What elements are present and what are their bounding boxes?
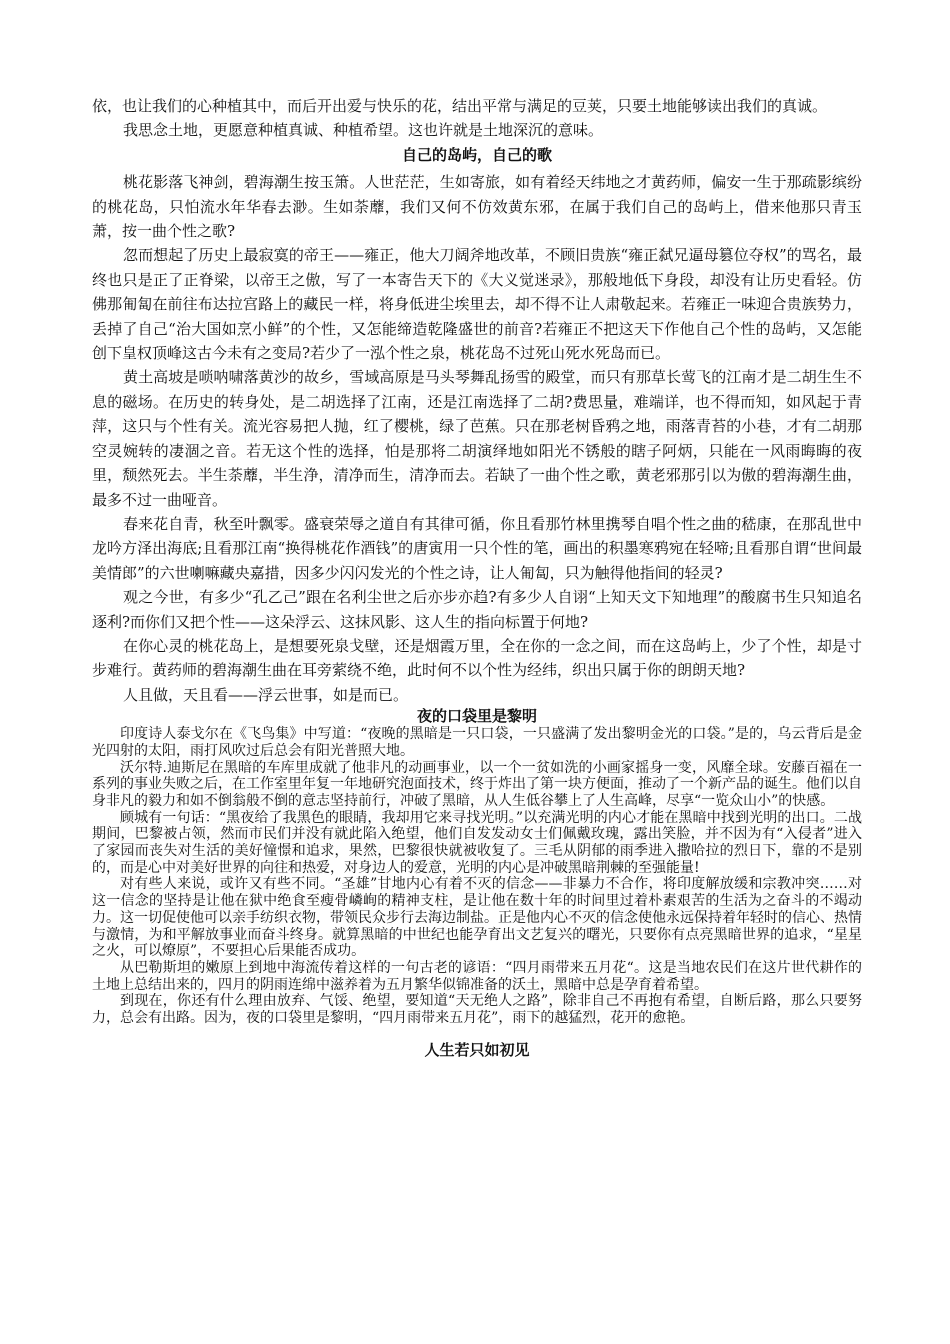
closing-paragraph: 我思念土地，更愿意种植真诚、种植希望。这也许就是土地深沉的意味。 [123, 121, 604, 140]
essay2-paragraph: 沃尔特.迪斯尼在黑暗的车库里成就了他非凡的动画事业，以一个一贫如洗的小画家摇身一变，风靡全球。安藤百福在一系列的事业失败之后，在工作室里年复一年地研究泡面技术，终于炸出了第一块方便面，推动了一个新产品的诞生。他们以自身非凡的毅力和如不倒翁般不倒的意志坚持前行，冲破了黑暗，从人生低谷攀上了人生高峰，尽享“一览众山小”的快感。 [92, 759, 862, 809]
essay2-paragraph: 从巴勒斯坦的嫩原上到地中海流传着这样的一句古老的谚语：“四月雨带来五月花“。这是当地农民们在这片世代耕作的土地上总结出来的，四月的阴雨连绵中滋养着为五月繁华似锦准备的沃土，黑暗中总是孕育着希望。 [92, 960, 862, 993]
continuation-paragraph: 依，也让我们的心种植其中，而后开出爱与快乐的花，结出平常与满足的豆荚，只要土地能够读出我们的真诚。 [92, 97, 828, 115]
essay1-title: 自己的岛屿，自己的歌 [401, 145, 552, 164]
essay1-paragraph: 观之今世，有多少“孔乙己”跟在名利尘世之后亦步亦趋?有多少人自诩“上知天文下知地理”的酸腐书生只知追名逐利?而你们又把个性——这朵浮云、这抹风影、这人生的指向标置于何地? [92, 588, 862, 631]
essay1-paragraph: 春来花自青，秋至叶飘零。盛衰荣辱之道自有其律可循，你且看那竹林里携琴自唱个性之曲的嵇康，在那乱世中龙吟方泽出海底;且看那江南“换得桃花作酒钱”的唐寅用一只个性的笔，画出的积墨寒鸦宛在轻啼;且看那自谓“世间最美情郎”的六世喇嘛藏央嘉措，因多少闪闪发光的个性之诗，让人匍匐，只为触得他指间的轻灵? [92, 514, 862, 582]
essay1-paragraph: 在你心灵的桃花岛上，是想要死泉戈壁，还是烟霞万里，全在你的一念之间，而在这岛屿上，少了个性，却是寸步难行。黄药师的碧海潮生曲在耳旁萦绕不绝，此时何不以个性为经纬，织出只属于你的朗朗天地? [92, 636, 862, 680]
essay2-paragraph: 印度诗人泰戈尔在《飞鸟集》中写道：“夜晚的黑暗是一只口袋，一只盛满了发出黎明金光的口袋。”是的，乌云背后是金光四射的太阳，雨打风吹过后总会有阳光普照大地。 [92, 726, 862, 759]
essay2-title: 夜的口袋里是黎明 [416, 707, 537, 726]
essay2-paragraph: 顾城有一句话：“黑夜给了我黑色的眼睛，我却用它来寻找光明。”以充满光明的内心才能在黑暗中找到光明的出口。二战期间，巴黎被占领，然而市民们并没有就此陷入绝望，他们自发发动女士们佩戴玫瑰，露出笑脸，并不因为有“入侵者”进入了家园而丧失对生活的美好憧憬和追求，果然，巴黎很快就被收复了。三毛从阴郁的雨季进入撒哈拉的烈日下，靠的不是别的，而是心中对美好世界的向往和热爱，对身边人的爱意，光明的内心是冲破黑暗荆棘的至强能量! [92, 809, 862, 876]
essay1-paragraph: 忽而想起了历史上最寂寞的帝王——雍正，他大刀阔斧地改革，不顾旧贵族“雍正弑兄逼母篡位夺权”的骂名，最终也只是正了正脊梁，以帝王之傲，写了一本寄告天下的《大义觉迷录》，那般地低下身段，却没有让历史看轻。仿佛那匍匐在前往布达拉宫路上的藏民一样，将身低进尘埃里去，却不得不让人肃敬起来。若雍正一味迎合贵族势力，丢掉了自己“治大国如烹小鲜”的个性，又怎能缔造乾隆盛世的前音?若雍正不把这天下作他自己个性的岛屿，又怎能创下皇权顶峰这古今未有之变局?若少了一泓个性之泉，桃花岛不过死山死水死岛而已。 [92, 246, 862, 363]
document-page [92, 94, 862, 1060]
essay1-paragraph: 桃花影落飞神剑，碧海潮生按玉箫。人世茫茫，生如寄旅，如有着经天纬地之才黄药师，偏安一生于那疏影缤纷的桃花岛，只怕流水年华春去渺。生如荼蘼，我们又何不仿效黄东邪，在属于我们自己的岛屿上，借来他那只青玉萧，按一曲个性之歌? [92, 173, 862, 241]
essay1-paragraph: 人且做，天且看——浮云世事，如是而已。 [123, 685, 409, 704]
essay2-paragraph: 到现在，你还有什么理由放弃、气馁、绝望，要知道“天无绝人之路”，除非自己不再抱有希望，自断后路，那么只要努力，总会有出路。因为，夜的口袋里是黎明，“四月雨带来五月花”，雨下的越猛烈，花开的愈艳。 [92, 993, 862, 1027]
essay3-title: 人生若只如初见 [424, 1040, 530, 1059]
essay2-paragraph: 对有些人来说，或许又有些不同。“圣雄”甘地内心有着不灭的信念——非暴力不合作，将印度解放缓和宗教冲突……对这一信念的坚持是让他在狱中绝食至瘦骨嶙峋的精神支柱，是让他在数十年的时间里过着朴素艰苦的生活为之奋斗的不竭动力。这一切促使他可以亲手纺织衣物，带领民众步行去海边制盐。正是他内心不灭的信念使他永远保持着年轻时的信心、热情与激情，为和平解放事业而奋斗终身。就算黑暗的中世纪也能孕育出文艺复兴的曙光，只要你有点亮黑暗世界的追求，“星星之火，可以燎原”，不要担心后果能否成功。 [92, 876, 862, 960]
essay1-paragraph: 黄土高坡是唢呐啸落黄沙的故乡，雪域高原是马头琴舞乱扬雪的殿堂，而只有那草长莺飞的江南才是二胡生生不息的磁场。在历史的转身处，是二胡选择了江南，还是江南选择了二胡?费思量，难端详，也不得而知，如风起于青萍，这只与个性有关。流光容易把人抛，红了樱桃，绿了芭蕉。只在那老树昏鸦之地，雨落青苔的小巷，才有二胡那空灵婉转的凄涸之音。若无这个性的选择，怕是那将二胡演绎地如阳光不锈般的瞎子阿炳，只能在一风雨晦晦的夜里，颓然死去。半生荼蘼，半生浄，清净而生，清净而去。若缺了一曲个性之歌，黄老邪那引以为傲的碧海潮生曲，最多不过一曲哑音。 [92, 368, 862, 509]
